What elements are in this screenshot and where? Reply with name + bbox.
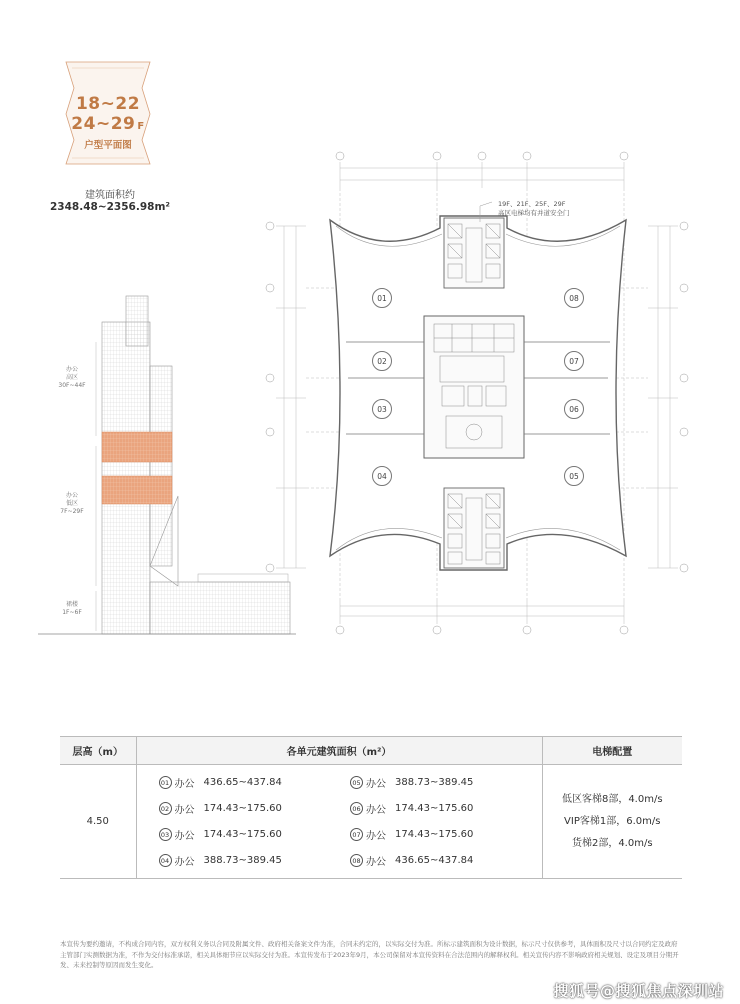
list-item — [159, 827, 351, 842]
unit-marker-05: 05 — [564, 466, 584, 486]
elevator-safety-note-floors: 19F、21F、25F、29F — [498, 200, 566, 208]
header-unit-area: 各单元建筑面积（m²） — [136, 737, 542, 765]
unit-no: 03 — [159, 828, 172, 841]
unit-marker-06: 06 — [564, 399, 584, 419]
unit-no: 01 — [159, 776, 172, 789]
unit-no: 05 — [350, 776, 363, 789]
unit-area: 174.43~175.60 — [395, 829, 474, 840]
area-value: 2348.48~2356.98m² — [50, 201, 170, 213]
zone-high-range: 30F~44F — [58, 382, 86, 389]
unit-type: 办公 — [366, 779, 386, 790]
header-elevator: 电梯配置 — [542, 737, 682, 765]
unit-area-cell — [136, 765, 542, 879]
floor-range-line2 — [58, 114, 158, 134]
zone-podium-range: 1F~6F — [62, 609, 82, 616]
list-item — [159, 775, 351, 790]
unit-type: 办公 — [366, 805, 386, 816]
header-floor-height: 层高（m） — [60, 737, 136, 765]
zone-label-podium — [52, 601, 92, 617]
list-item — [350, 801, 542, 816]
list-item — [350, 853, 542, 868]
unit-marker-04: 04 — [372, 466, 392, 486]
elevator-safety-note — [498, 200, 570, 218]
elevator-low-zone: 低区客梯8部，4.0m/s — [561, 793, 663, 805]
elevator-cell — [542, 765, 682, 879]
unit-area: 436.65~437.84 — [395, 855, 474, 866]
tower-elevation-drawing — [38, 286, 298, 636]
unit-type: 办公 — [174, 831, 195, 842]
zone-low-name: 办公 低区 — [65, 492, 78, 507]
list-item — [350, 775, 542, 790]
unit-area: 436.65~437.84 — [203, 777, 282, 788]
zone-podium-name: 裙楼 — [65, 601, 78, 608]
zone-high-name: 办公 高区 — [65, 366, 78, 381]
unit-no: 08 — [350, 854, 363, 867]
elevator-list — [543, 789, 683, 855]
unit-type: 办公 — [366, 831, 386, 842]
unit-type: 办公 — [366, 857, 386, 868]
table-row — [60, 765, 682, 879]
zone-label-high — [52, 366, 92, 390]
unit-type: 办公 — [174, 857, 195, 868]
area-label: 建筑面积约 — [85, 190, 135, 201]
unit-marker-03: 03 — [372, 399, 392, 419]
unit-area-grid — [137, 765, 542, 878]
unit-area: 388.73~389.45 — [395, 777, 474, 788]
table-header-row — [60, 737, 682, 765]
floor-plan — [262, 148, 692, 638]
floor-suffix: F — [137, 121, 145, 132]
zone-low-range: 7F~29F — [60, 508, 84, 515]
source-watermark: 搜狐号@搜狐焦点深圳站 — [553, 982, 724, 1000]
unit-spec-table — [60, 736, 682, 879]
unit-no: 06 — [350, 802, 363, 815]
floor-range-badge — [58, 58, 158, 168]
unit-area: 174.43~175.60 — [203, 803, 282, 814]
tower-elevation — [38, 286, 298, 636]
unit-marker-08: 08 — [564, 288, 584, 308]
floor-range-line1: 18~22 — [75, 94, 141, 114]
legal-disclaimer: 本宣传为要约邀请，不构成合同内容，双方权利义务以合同及附属文件、政府相关备案文件为准，合同未约定的，以实际交付为准。所标示建筑面积为设计数据，标示尺寸仅供参考，具体面积及尺寸以合同约定及政府主管部门实测数据为准，不作为交付标准承诺，相关具体细节应以实际交付为准。本宣传发布于2023年9月，本公司保留对本宣传资料在合法范围内的解释权利。相关宣传内容不影响政府相关规划、设定及项目分期开发、未来控制等原因而发生变化。 — [60, 940, 679, 969]
unit-area: 388.73~389.45 — [203, 855, 282, 866]
floor-range-line2-text: 24~29 — [71, 114, 136, 134]
zone-label-low — [52, 492, 92, 516]
unit-area: 174.43~175.60 — [395, 803, 474, 814]
list-item — [350, 827, 542, 842]
unit-marker-02: 02 — [372, 351, 392, 371]
unit-type: 办公 — [174, 779, 195, 790]
unit-area: 174.43~175.60 — [203, 829, 282, 840]
unit-marker-01: 01 — [372, 288, 392, 308]
unit-no: 07 — [350, 828, 363, 841]
floor-height-value: 4.50 — [60, 765, 136, 879]
unit-no: 04 — [159, 854, 172, 867]
unit-type: 办公 — [174, 805, 195, 816]
elevator-freight: 货梯2部，4.0m/s — [571, 837, 653, 849]
badge-subtitle: 户型平面图 — [84, 140, 132, 151]
floor-plan-drawing — [262, 148, 692, 638]
elevator-vip: VIP客梯1部，6.0m/s — [564, 815, 661, 827]
unit-no: 02 — [159, 802, 172, 815]
unit-marker-07: 07 — [564, 351, 584, 371]
list-item — [159, 853, 351, 868]
elevator-safety-note-text: 高区电梯均有并道安全门 — [498, 209, 570, 217]
list-item — [159, 801, 351, 816]
